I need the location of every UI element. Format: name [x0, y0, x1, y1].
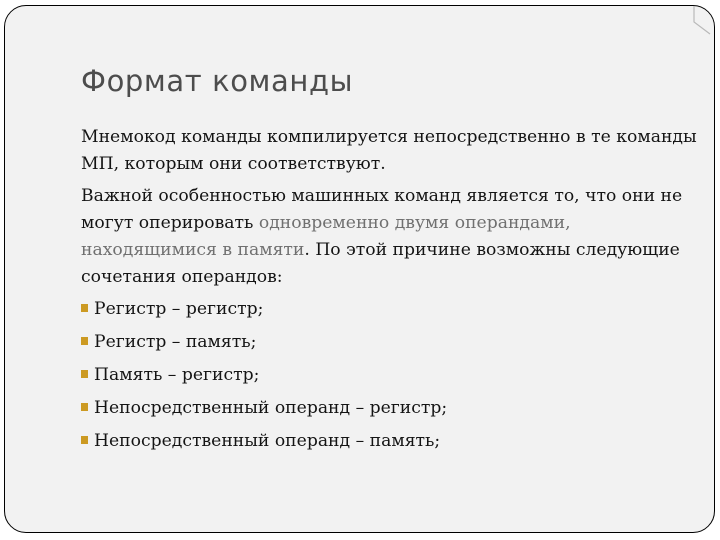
list-item — [81, 428, 706, 455]
list-item — [81, 296, 706, 323]
list-item-text: Память – регистр; — [94, 365, 260, 385]
paragraph-operands-start: Важной особенностью машинных команд является то, что они не могут оперировать — [81, 186, 683, 233]
slide-body — [81, 124, 706, 461]
square-bullet-icon — [81, 304, 88, 312]
slide-frame — [4, 5, 715, 533]
list-item — [81, 329, 706, 356]
paragraph-operands — [81, 183, 706, 291]
list-item — [81, 395, 706, 422]
square-bullet-icon — [81, 403, 88, 411]
list-item-text: Непосредственный операнд – регистр; — [94, 398, 448, 418]
paragraph-operands-end: . По этой причине возможны следующие сочетания операндов: — [81, 240, 680, 287]
square-bullet-icon — [81, 370, 88, 378]
square-bullet-icon — [81, 337, 88, 345]
list-item-text: Регистр – регистр; — [94, 299, 264, 319]
highlighted-phrase: одновременно двумя операндами, находящимися в памяти — [81, 213, 571, 260]
list-item-text: Регистр – память; — [94, 332, 257, 352]
slide-title: Формат команды — [81, 64, 354, 98]
corner-accent-decoration — [688, 6, 714, 44]
paragraph-compile: Мнемокод команды компилируется непосредственно в те команды МП, которым они соответствуют. — [81, 127, 697, 174]
square-bullet-icon — [81, 436, 88, 444]
list-item — [81, 362, 706, 389]
list-item-text: Непосредственный операнд – память; — [94, 431, 441, 451]
